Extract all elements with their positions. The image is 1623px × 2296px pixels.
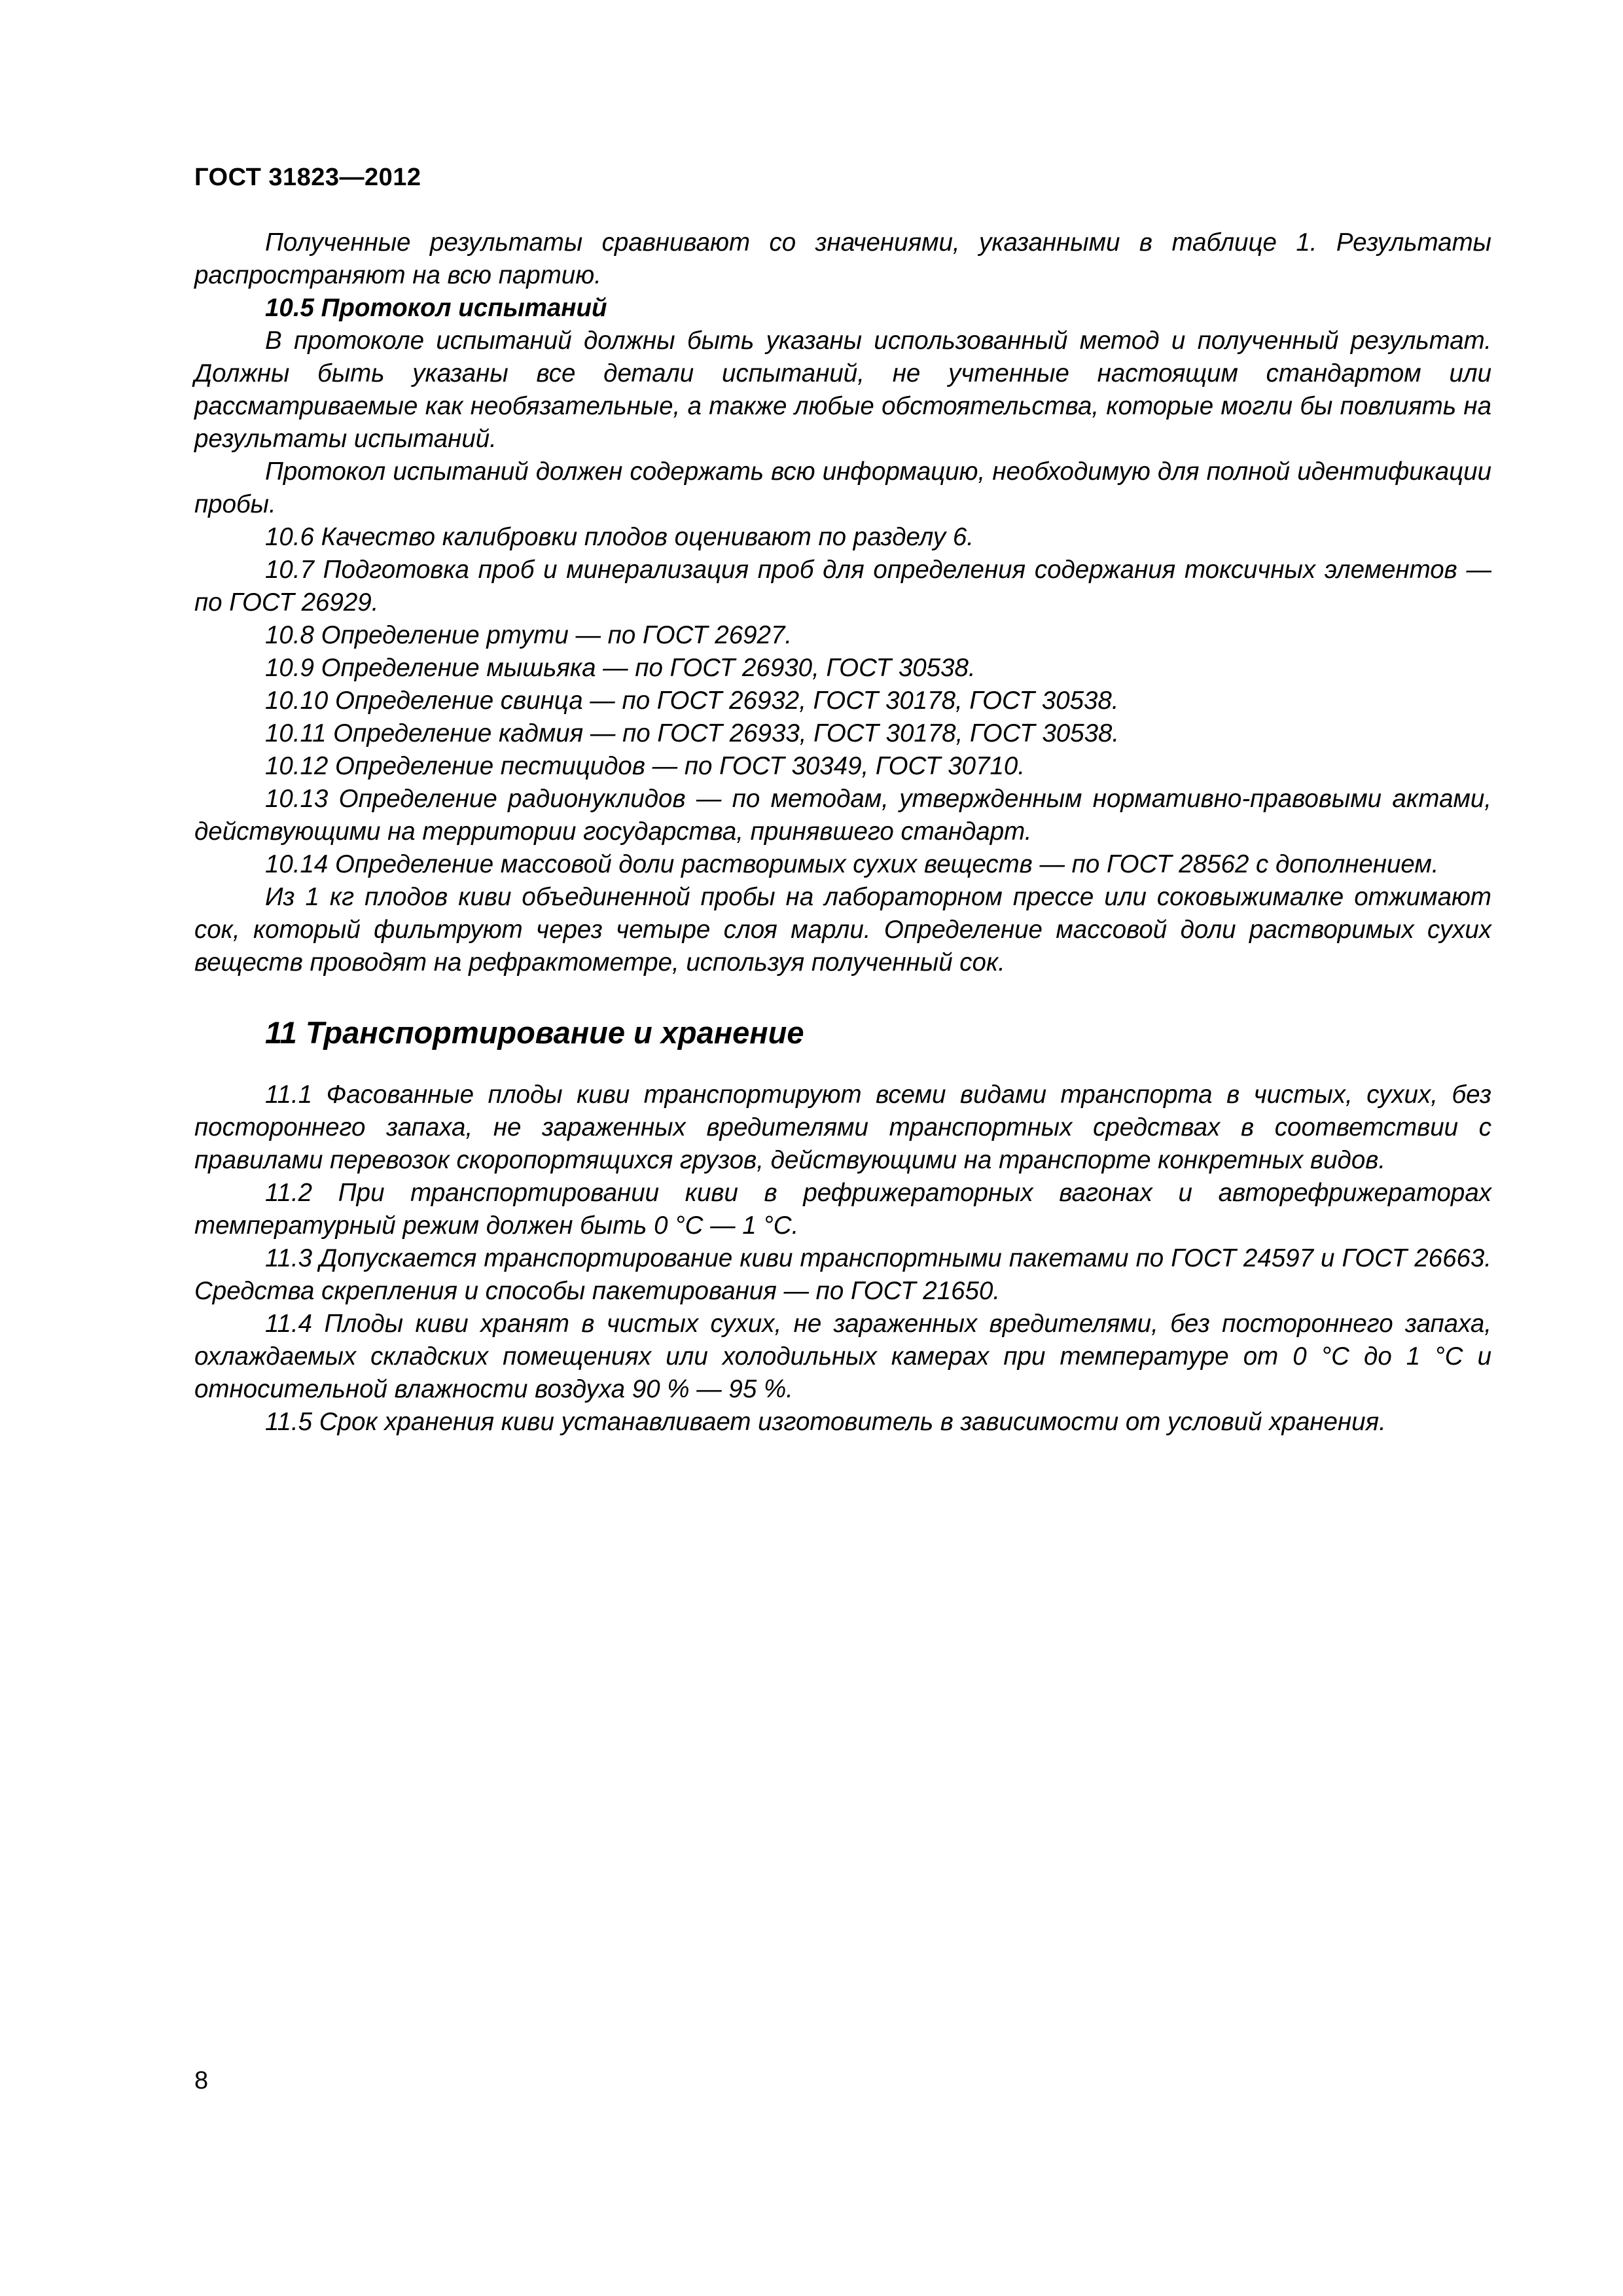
clause-11-2: 11.2 При транспортировании киви в рефрижераторных вагонах и авторефрижераторах температурный режим должен быть 0 °С — 1 °С. — [194, 1179, 1491, 1240]
clause-10-11: 10.11 Определение кадмия — по ГОСТ 26933, ГОСТ 30178, ГОСТ 30538. — [265, 719, 1120, 747]
clause-10-13: 10.13 Определение радионуклидов — по методам, утвержденным нормативно-правовыми актами, действующими на территории государства, принявшего стандарт. — [194, 785, 1491, 846]
subsection-heading-10-5: 10.5 Протокол испытаний — [265, 294, 607, 322]
clause-10-8: 10.8 Определение ртути — по ГОСТ 26927. — [265, 621, 793, 649]
clause-11-1: 11.1 Фасованные плоды киви транспортируют всеми видами транспорта в чистых, сухих, без постороннего запаха, не зараженных вредителями транспортных средствах в соответствии с правилами перевозок скоропортящихся грузов, действующими на транспорте конкретных видов. — [194, 1081, 1491, 1174]
juice-method-paragraph: Из 1 кг плодов киви объединенной пробы на лабораторном прессе или соковыжималке отжимают сок, который фильтруют через четыре слоя марли. Определение массовой доли растворимых сухих веществ проводят на рефрактометре, используя полученный сок. — [194, 883, 1491, 977]
clause-11-3: 11.3 Допускается транспортирование киви транспортными пакетами по ГОСТ 24597 и ГОСТ 26663. Средства скрепления и способы пакетирования — по ГОСТ 21650. — [194, 1244, 1491, 1305]
protocol-paragraph: В протоколе испытаний должны быть указаны использованный метод и полученный результат. Должны быть указаны все детали испытаний, не учтенные настоящим стандартом или рассматриваемые как необязательные, а также любые обстоятельства, которые могли бы повлиять на результаты испытаний. — [194, 327, 1491, 453]
clause-10-10: 10.10 Определение свинца — по ГОСТ 26932, ГОСТ 30178, ГОСТ 30538. — [265, 687, 1119, 715]
clause-10-6: 10.6 Качество калибровки плодов оценивают по разделу 6. — [265, 523, 974, 551]
clause-11-5: 11.5 Срок хранения киви устанавливает изготовитель в зависимости от условий хранения. — [265, 1408, 1386, 1436]
section-title-11: 11 Транспортирование и хранение — [265, 1015, 804, 1050]
clause-10-7: 10.7 Подготовка проб и минерализация проб для определения содержания токсичных элементов — по ГОСТ 26929. — [194, 556, 1491, 617]
results-paragraph: Полученные результаты сравнивают со значениями, указанными в таблице 1. Результаты распространяют на всю партию. — [194, 228, 1491, 289]
protocol-info-paragraph: Протокол испытаний должен содержать всю информацию, необходимую для полной идентификации пробы. — [194, 457, 1491, 518]
page-number: 8 — [194, 2067, 209, 2094]
document-body — [194, 226, 1491, 1439]
clause-10-12: 10.12 Определение пестицидов — по ГОСТ 30349, ГОСТ 30710. — [265, 752, 1026, 780]
clause-10-9: 10.9 Определение мышьяка — по ГОСТ 26930, ГОСТ 30538. — [265, 654, 976, 682]
clause-10-14: 10.14 Определение массовой доли растворимых сухих веществ — по ГОСТ 28562 с дополнением. — [265, 850, 1439, 878]
document-header: ГОСТ 31823—2012 — [194, 164, 421, 191]
clause-11-4: 11.4 Плоды киви хранят в чистых сухих, не зараженных вредителями, без постороннего запаха, охлаждаемых складских помещениях или холодильных камерах при температуре от 0 °С до 1 °С и относительной влажности воздуха 90 % — 95 %. — [194, 1310, 1491, 1403]
